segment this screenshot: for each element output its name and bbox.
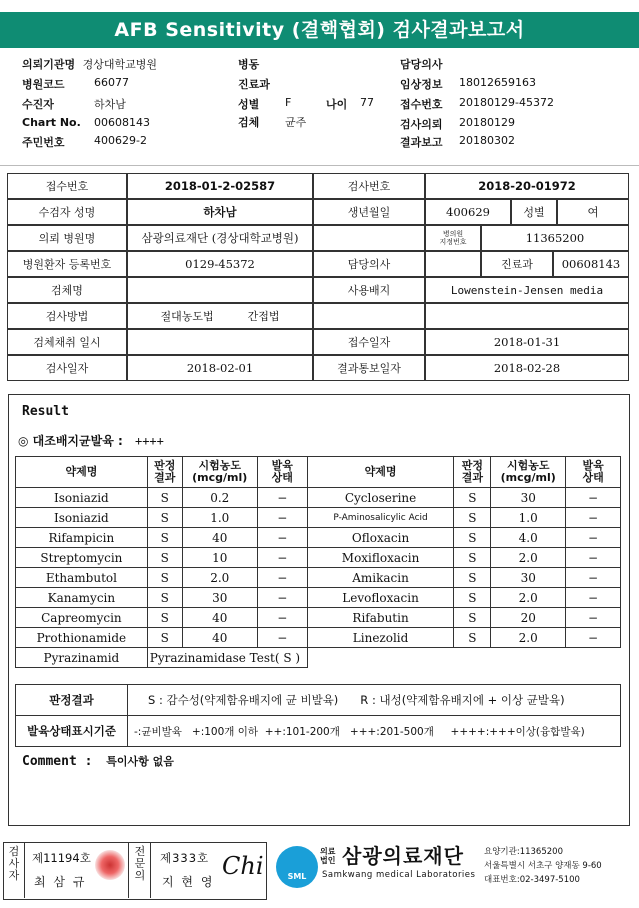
table-row (16, 568, 621, 588)
comment (22, 753, 174, 769)
concentration: 2.0 (182, 568, 257, 588)
growth-status: − (566, 508, 621, 528)
growth-status: − (257, 588, 307, 608)
info-value-cell: 2018-20-01972 (425, 173, 629, 199)
info-value-cell (313, 225, 425, 251)
concentration: 2.0 (491, 548, 566, 568)
judgment: S (454, 628, 491, 648)
report-date-label: 결과보고 (400, 136, 443, 149)
dept-label: 진료과 (238, 78, 270, 91)
info-value-cell (425, 303, 629, 329)
judgment: S (147, 588, 182, 608)
drug-name: Capreomycin (16, 608, 148, 628)
code-label: 병원코드 (22, 78, 65, 91)
info-value-cell: 2018-01-31 (425, 329, 629, 355)
info-label-cell: 병원환자 등록번호 (7, 251, 127, 277)
judgment: S (454, 528, 491, 548)
drug-name: Cycloserine (307, 488, 454, 508)
inspector-number: 제11194호 (32, 851, 91, 865)
drug-name: Isoniazid (16, 488, 148, 508)
judgment: S (147, 548, 182, 568)
info-value-cell: 400629 (425, 199, 511, 225)
concentration: 2.0 (491, 588, 566, 608)
concentration: 30 (491, 568, 566, 588)
growth-status: − (566, 588, 621, 608)
growth-status: − (566, 608, 621, 628)
pza-value: Pyrazinamidase Test( S ) (147, 648, 307, 668)
info-label-cell: 검사번호 (313, 173, 425, 199)
info-label-cell: 절대농도법 간접법 (127, 303, 313, 329)
result-title: Result (22, 404, 69, 419)
judgment: S (147, 608, 182, 628)
info-value-cell (127, 329, 313, 355)
concentration: 4.0 (491, 528, 566, 548)
concentration: 40 (182, 608, 257, 628)
info-value-cell: 병의원 지정번호 (425, 225, 481, 251)
corp-label: 의료 법인 (320, 847, 336, 865)
legend-label: 판정결과 (16, 685, 128, 716)
info-value-cell: Lowenstein-Jensen media (425, 277, 629, 303)
col-growth: 발육 상태 (566, 457, 621, 488)
clinical-label: 임상정보 (400, 78, 443, 91)
info-label-cell: 검체명 (7, 277, 127, 303)
concentration: 1.0 (182, 508, 257, 528)
age-label: 나이 (326, 98, 348, 111)
col-drug: 약제명 (307, 457, 454, 488)
concentration: 10 (182, 548, 257, 568)
info-label-cell: 접수일자 (313, 329, 425, 355)
drug-name: Rifampicin (16, 528, 148, 548)
request-value: 20180129 (459, 116, 515, 129)
doctor-label: 담당의사 (400, 58, 443, 71)
ward-label: 병동 (238, 58, 260, 71)
info-label-cell: 검사방법 (7, 303, 127, 329)
judgment: S (454, 568, 491, 588)
table-row (16, 588, 621, 608)
table-header-row (16, 457, 621, 488)
info-label-cell: 사용배지 (313, 277, 425, 303)
col-judgment: 판정 결과 (454, 457, 491, 488)
table-row (16, 716, 621, 747)
code-value: 66077 (94, 76, 129, 89)
growth-status: − (257, 628, 307, 648)
legend-s: S : 감수성(약제함유배지에 균 비발육) (148, 693, 339, 707)
culture-value: ++++ (134, 434, 164, 448)
sex-value: F (285, 96, 292, 109)
judgment: S (147, 488, 182, 508)
header-divider (0, 165, 639, 166)
sml-logo: SML (276, 846, 318, 888)
judgment: S (454, 508, 491, 528)
susceptibility-table (15, 456, 621, 668)
growth-status: − (566, 548, 621, 568)
info-label-cell: 검체채취 일시 (7, 329, 127, 355)
info-grid (8, 174, 630, 382)
col-growth: 발육 상태 (257, 457, 307, 488)
col-drug: 약제명 (16, 457, 148, 488)
drug-name: Rifabutin (307, 608, 454, 628)
judgment: S (147, 628, 182, 648)
legend-text (128, 685, 621, 716)
info-value-cell (313, 303, 425, 329)
info-label-cell: 의뢰 병원명 (7, 225, 127, 251)
info-label-cell: 검사일자 (7, 355, 127, 381)
comment-text: 특이사항 없음 (106, 755, 174, 768)
comment-label: Comment : (22, 754, 93, 769)
culture-label: ◎ 대조배지균발육 : (18, 434, 123, 448)
growth-status: − (566, 528, 621, 548)
accession-label: 접수번호 (400, 98, 443, 111)
specimen-label: 검체 (238, 116, 260, 129)
drug-name: Ofloxacin (307, 528, 454, 548)
table-row (16, 488, 621, 508)
org-code: 요양기관:11365200 (484, 847, 563, 857)
patient-value: 하차남 (94, 98, 126, 111)
report-date-value: 20180302 (459, 134, 515, 147)
info-label-cell: 진료과 (481, 251, 553, 277)
info-value-cell: 하차남 (127, 199, 313, 225)
drug-name: Prothionamide (16, 628, 148, 648)
growth-text: -:균비발육 +:100개 이하 ++:101-200개 +++:201-500개 ++++:+++이상(융합발육) (128, 716, 621, 747)
report-title: AFB Sensitivity (결핵협회) 검사결과보고서 (0, 12, 639, 48)
culture-growth (18, 432, 164, 449)
chart-value: 00608143 (94, 116, 150, 129)
inspector-title: 검 사 자 (8, 845, 20, 882)
info-value-cell: 여 (557, 199, 629, 225)
drug-name: Kanamycin (16, 588, 148, 608)
info-value-cell: 삼광의료재단 (경상대학교병원) (127, 225, 313, 251)
concentration: 30 (182, 588, 257, 608)
clinical-value: 18012659163 (459, 76, 536, 89)
drug-name: P-Aminosalicylic Acid (307, 508, 454, 528)
concentration: 40 (182, 528, 257, 548)
growth-status: − (566, 628, 621, 648)
drug-name: Moxifloxacin (307, 548, 454, 568)
specialist-title: 전 문 의 (134, 845, 146, 882)
info-value-cell: 2018-02-01 (127, 355, 313, 381)
brand-english: Samkwang medical Laboratories (322, 870, 476, 880)
table-row (16, 548, 621, 568)
growth-status: − (257, 528, 307, 548)
ssn-label: 주민번호 (22, 136, 65, 149)
growth-status: − (257, 608, 307, 628)
judgment: S (147, 508, 182, 528)
col-judgment: 판정 결과 (147, 457, 182, 488)
specimen-value: 균주 (285, 116, 307, 129)
table-row (16, 508, 621, 528)
drug-name: Amikacin (307, 568, 454, 588)
patient-label: 수진자 (22, 98, 54, 111)
judgment: S (454, 608, 491, 628)
growth-status: − (257, 508, 307, 528)
judgment: S (147, 568, 182, 588)
sex-label: 성별 (238, 98, 260, 111)
hospital-value: 경상대학교병원 (82, 58, 158, 71)
signature: Chi (222, 852, 264, 880)
col-concentration: 시험농도 (mcg/ml) (182, 457, 257, 488)
info-label-cell: 성별 (511, 199, 557, 225)
request-label: 검사의뢰 (400, 118, 443, 131)
specialist-name: 지 현 영 (162, 875, 215, 889)
info-value-cell: 2018-02-28 (425, 355, 629, 381)
info-value-cell (127, 277, 313, 303)
table-row (16, 648, 621, 668)
info-value-cell: 0129-45372 (127, 251, 313, 277)
info-label-cell: 생년월일 (313, 199, 425, 225)
table-row (16, 608, 621, 628)
info-label-cell: 수검자 성명 (7, 199, 127, 225)
drug-name: Levofloxacin (307, 588, 454, 608)
judgment: S (454, 588, 491, 608)
growth-status: − (257, 488, 307, 508)
growth-status: − (566, 488, 621, 508)
col-concentration: 시험농도 (mcg/ml) (491, 457, 566, 488)
brand-name: 삼광의료재단 (342, 844, 464, 868)
hospital-label: 의뢰기관명 (22, 58, 76, 71)
info-label-cell: 결과통보일자 (313, 355, 425, 381)
ssn-value: 400629-2 (94, 134, 147, 147)
concentration: 2.0 (491, 628, 566, 648)
judgment: S (454, 488, 491, 508)
concentration: 40 (182, 628, 257, 648)
drug-name: Isoniazid (16, 508, 148, 528)
table-row (16, 528, 621, 548)
drug-name: Linezolid (307, 628, 454, 648)
concentration: 0.2 (182, 488, 257, 508)
chart-label: Chart No. (22, 116, 81, 129)
drug-name: Ethambutol (16, 568, 148, 588)
concentration: 20 (491, 608, 566, 628)
table-row (16, 628, 621, 648)
growth-status: − (257, 548, 307, 568)
address: 서울특별시 서초구 양재동 9-60 (484, 861, 602, 871)
info-label-cell: 담당의사 (313, 251, 425, 277)
info-label-cell: 접수번호 (7, 173, 127, 199)
judgment: S (147, 528, 182, 548)
accession-value: 20180129-45372 (459, 96, 554, 109)
legend-table (15, 684, 621, 747)
specialist-number: 제333호 (160, 851, 210, 865)
pza-label: Pyrazinamid (16, 648, 148, 668)
inspector-seal (95, 850, 125, 880)
concentration: 30 (491, 488, 566, 508)
judgment: S (454, 548, 491, 568)
growth-status: − (257, 568, 307, 588)
table-row (16, 685, 621, 716)
concentration: 1.0 (491, 508, 566, 528)
phone: 대표번호:02-3497-5100 (484, 875, 580, 885)
drug-name: Streptomycin (16, 548, 148, 568)
legend-r: R : 내성(약제함유배지에 + 이상 균발육) (360, 693, 565, 707)
info-value-cell: 00608143 (553, 251, 629, 277)
growth-label: 발육상태표시기준 (16, 716, 128, 747)
inspector-name: 최 삼 규 (34, 875, 87, 889)
age-value: 77 (360, 96, 374, 109)
info-value-cell: 2018-01-2-02587 (127, 173, 313, 199)
info-value-cell: 11365200 (481, 225, 629, 251)
info-value-cell (425, 251, 481, 277)
growth-status: − (566, 568, 621, 588)
